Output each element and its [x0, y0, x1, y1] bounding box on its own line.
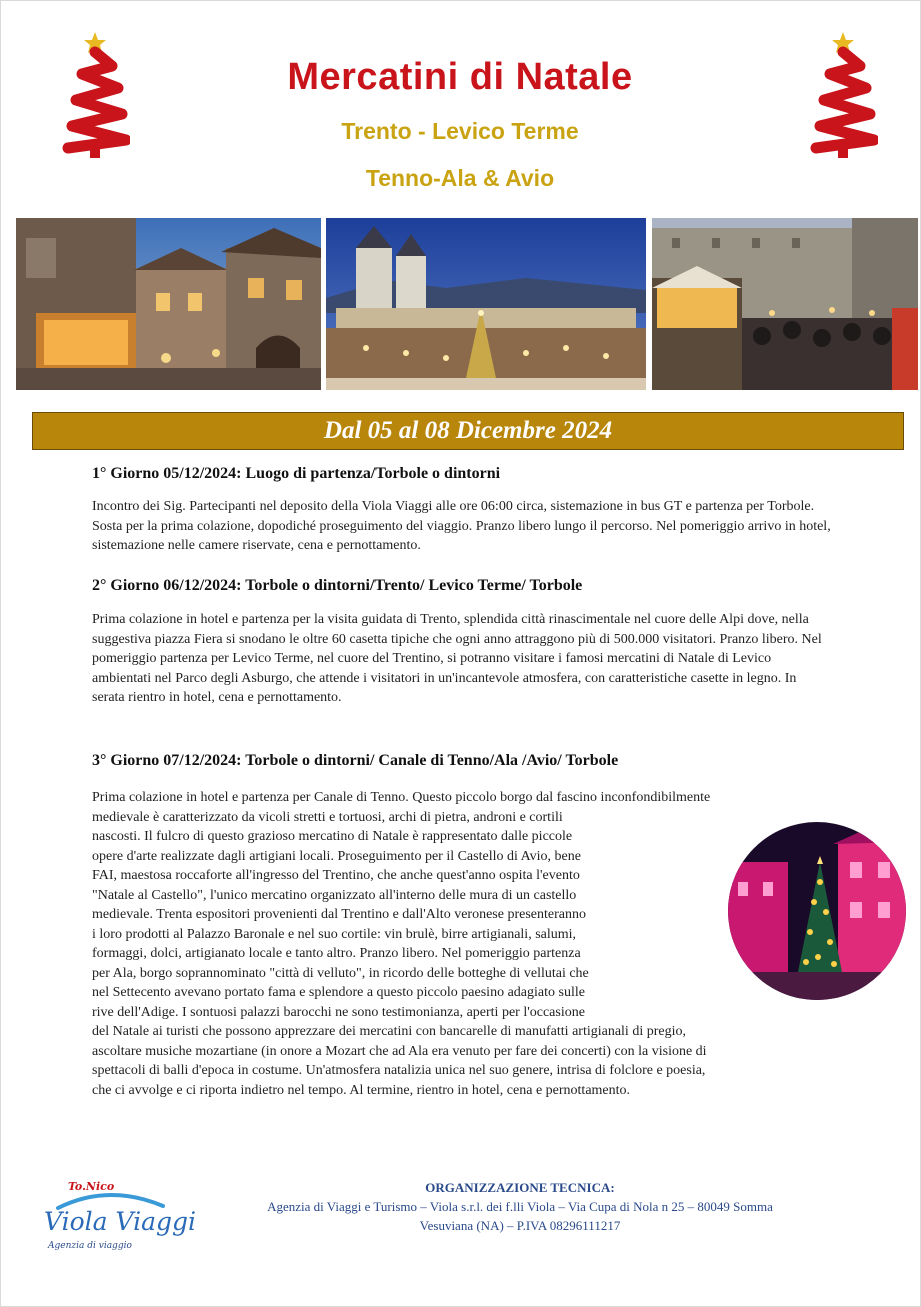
day-3-line: per Ala, borgo soprannominato "città di velluto", in ricordo delle botteghe di vellutai che	[92, 965, 589, 981]
date-banner-text: Dal 05 al 08 Dicembre 2024	[323, 417, 613, 444]
day-3-line: nel Settecento avevano portato fama e splendore a questo piccolo paesino adagiato sulle	[92, 985, 585, 1000]
page-title: Mercatini di Natale	[287, 56, 633, 98]
christmas-tree-icon-left	[60, 30, 130, 160]
day-2-title: 2° Giorno 06/12/2024: Torbole o dintorni/Trento/ Levico Terme/ Torbole	[92, 577, 583, 594]
logo-tagline: Agenzia di viaggio	[48, 1241, 132, 1251]
day-3-line: rive dell'Adige. I sontuosi palazzi barocchi ne sono testimonianza, aperti per l'occasione	[92, 1004, 585, 1020]
day-3-line: "Natale al Castello", l'unico mercatino organizzato all'interno delle mura di un castello	[92, 887, 577, 903]
logo-main-text: Viola Viaggi	[44, 1207, 197, 1236]
subtitle-destinations-1: Trento - Levico Terme	[341, 118, 579, 144]
photo-strip	[16, 218, 918, 390]
christmas-tree-icon-right	[808, 30, 878, 160]
day-3-title: 3° Giorno 07/12/2024: Torbole o dintorni/ Canale di Tenno/Ala /Avio/ Torbole	[92, 752, 619, 769]
day-3-line: opere d'arte realizzate dagli artigiani locali. Proseguimento per il Castello di Avio, bene	[92, 848, 581, 864]
subtitle-destinations-2: Tenno-Ala & Avio	[365, 165, 555, 191]
day-3-line: medievale. Trenta espositori provenienti dal Trentino e dall'Alto veronese presenteranno	[92, 907, 586, 922]
day-3-line: medievale è caratterizzato da vicoli stretti e tortuosi, archi di pietra, androni e cortili	[92, 809, 563, 825]
photo-medieval-village-market	[16, 218, 321, 390]
day-3-line: i loro prodotti al Palazzo Baronale e nel suo cortile: vin brulè, birre artigianali, salumi,	[92, 926, 577, 942]
logo-top-text: To.Nico	[68, 1180, 115, 1193]
photo-town-square-christmas-tree	[326, 218, 646, 390]
organization-line-2: Vesuviana (NA) – P.IVA 08296111217	[419, 1218, 621, 1233]
day-3-line: che ci avvolge e ci riporta indietro nel tempo. Al termine, rientro in hotel, cena e pernottamento.	[92, 1082, 631, 1098]
day-3-line: spettacoli di balli d'epoca in costume. Un'atmosfera natalizia unica nel suo genere, intrisa di folclore e poesia,	[92, 1063, 706, 1078]
photo-castle-market-crowd	[652, 218, 918, 390]
day-3-line: formaggi, dolci, artigianato locale e tanto altro. Pranzo libero. Nel pomeriggio partenza	[92, 946, 581, 961]
viola-viaggi-logo	[38, 1178, 198, 1258]
organization-title: ORGANIZZAZIONE TECNICA:	[425, 1180, 615, 1195]
day-3-line: del Natale ai turisti che possono apprezzare dei mercatini con bancarelle di manufatti artigianali di pregio,	[92, 1024, 686, 1039]
day-2-description: Prima colazione in hotel e partenza per la visita guidata di Trento, splendida città rinascimentale nel cuore delle Alpi dove, nella suggestiva piazza Fiera si snodano le oltre 60 casetta tipiche che ogni anno attraggono più di 500.000 visitatori. Pranzo libero. Nel pomeriggio partenza per Levico Terme, nel cuore del Trentino, si potranno visitare i famosi mercatini di Natale di Levico ambientati nel Parco degli Asburgo, che attende i visitatori in un'incantevole atmosfera, con caratteristiche casette in legno. In serata rientro in hotel, cena e pernottamento.	[92, 612, 822, 705]
day-1-description: Incontro dei Sig. Partecipanti nel deposito della Viola Viaggi alle ore 06:00 circa, sistemazione in bus GT e partenza per Torbole. Sosta per la prima colazione, dopodiché proseguimento del viaggio. Pranzo libero lungo il percorso. Nel pomeriggio arrivo in hotel, sistemazione nelle camere riservate, cena e pernottamento.	[92, 499, 831, 553]
photo-round-illuminated-tree	[728, 822, 906, 1000]
day-3-line: ascoltare musiche mozartiane (in onore a Mozart che ad Ala era venuto per fare dei concerti) con la visione di	[92, 1043, 707, 1059]
day-3-line: nascosti. Il fulcro di questo grazioso mercatino di Natale è rappresentato dalle piccole	[92, 829, 573, 844]
date-banner	[32, 412, 904, 450]
day-3-line: Prima colazione in hotel e partenza per Canale di Tenno. Questo piccolo borgo dal fascino inconfondibilmente	[92, 790, 711, 805]
organization-info	[200, 1178, 840, 1235]
day-1-title: 1° Giorno 05/12/2024: Luogo di partenza/Torbole o dintorni	[92, 465, 501, 482]
organization-line-1: Agenzia di Viaggi e Turismo – Viola s.r.l. dei f.lli Viola – Via Cupa di Nola n 25 – 80049 Somma	[267, 1199, 773, 1214]
day-3-line: FAI, maestosa roccaforte all'ingresso del Trentino, che anche quest'anno ospita l'evento	[92, 868, 580, 883]
